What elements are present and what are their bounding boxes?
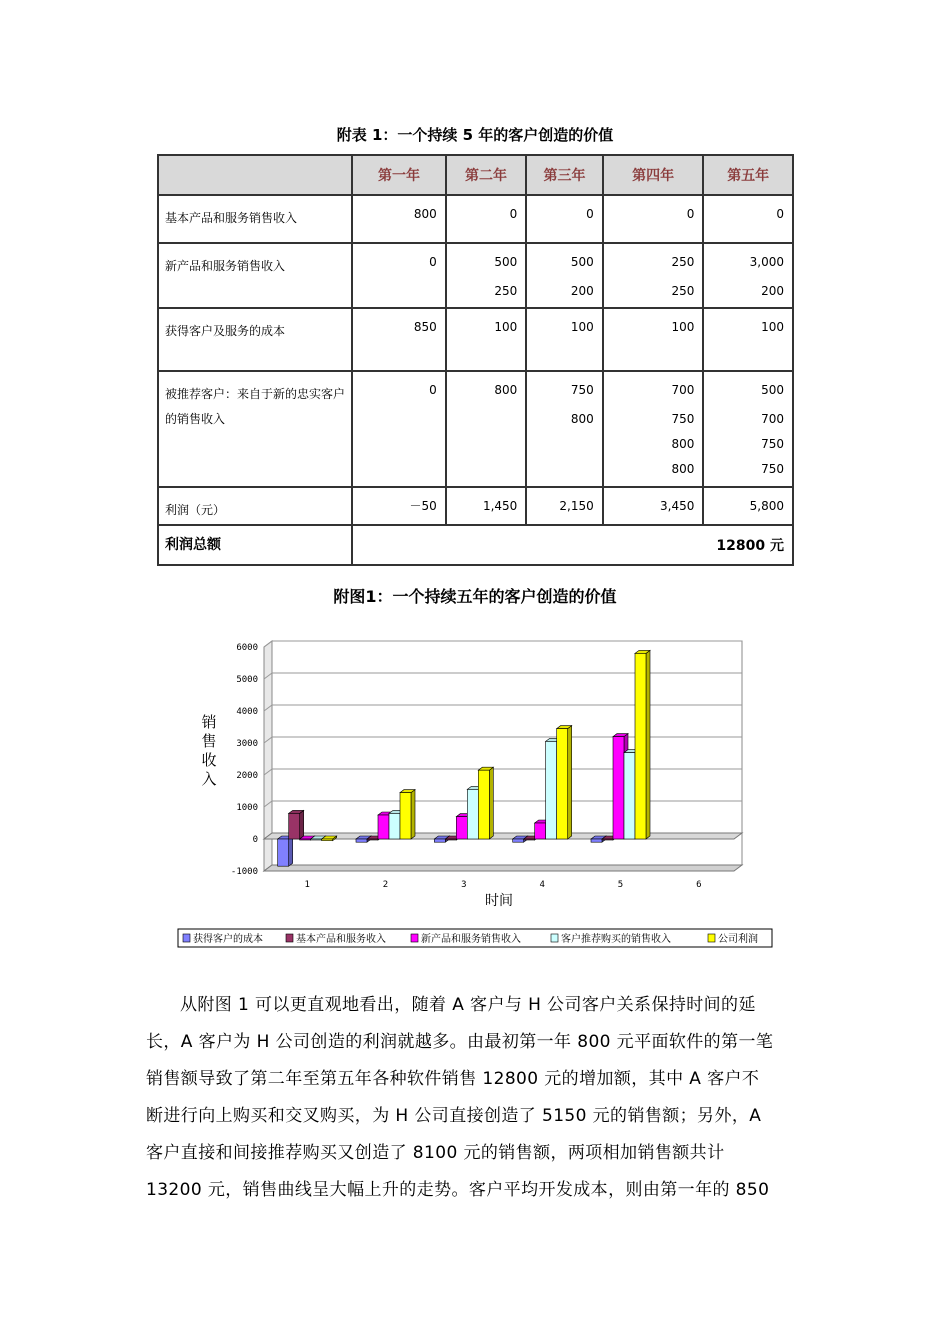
bar <box>513 839 524 842</box>
bar-side <box>646 650 650 839</box>
y-axis-label-char: 入 <box>201 770 217 788</box>
cell-value: 500 <box>570 255 594 269</box>
legend-swatch <box>183 934 190 942</box>
bar <box>367 839 378 840</box>
legend-swatch <box>411 934 418 942</box>
bar <box>311 839 322 840</box>
y-tick-label: 5000 <box>236 675 258 685</box>
paragraph-line: 13200 元，销售曲线呈大幅上升的走势。客户平均开发成本，则由第一年的 850 <box>146 1180 770 1200</box>
bar <box>356 839 367 842</box>
cell-value: 200 <box>570 284 594 298</box>
bar <box>434 839 445 842</box>
bar-side <box>289 836 293 866</box>
y-tick-label: 3000 <box>236 739 258 749</box>
cell-value: 2,150 <box>559 499 594 513</box>
cell-value: 100 <box>570 320 594 334</box>
cell-value: 800 <box>671 462 695 476</box>
legend-label: 基本产品和服务收入 <box>296 934 386 945</box>
cell-value: 800 <box>570 412 594 426</box>
cell-value: 100 <box>761 320 784 334</box>
bar <box>478 770 489 839</box>
cell-value: 0 <box>686 207 695 221</box>
bar-side <box>568 726 572 839</box>
cell-value: 250 <box>671 255 695 269</box>
cell-value: 3,000 <box>749 255 784 269</box>
paragraph-line: 客户直接和间接推荐购买又创造了 8100 元的销售额，两项相加销售额共计 <box>146 1143 725 1163</box>
bar <box>613 737 624 839</box>
y-tick-label: -1000 <box>230 867 258 877</box>
paragraph-line: 销售额导致了第二年至第五年各种软件销售 12800 元的增加额，其中 A 客户不 <box>146 1069 760 1089</box>
paragraph-line: 从附图 1 可以更直观地看出，随着 A 客户与 H 公司客户关系保持时间的延 <box>180 995 756 1015</box>
x-axis-label: 时间 <box>485 893 513 909</box>
bar <box>378 815 389 839</box>
cell-value: 5,800 <box>749 499 784 513</box>
header-year-2: 第二年 <box>446 155 527 195</box>
cell-value: 850 <box>413 320 437 334</box>
bar <box>456 817 467 839</box>
paragraph-line: 断进行向上购买和交叉购买，为 H 公司直接创造了 5150 元的销售额；另外，A <box>146 1106 762 1126</box>
cell-value: 750 <box>761 462 784 476</box>
y-tick-label: 4000 <box>236 707 258 717</box>
cell-value: 0 <box>509 207 518 221</box>
x-tick-label: 6 <box>696 880 702 890</box>
header-year-4: 第四年 <box>603 155 704 195</box>
header-year-3: 第三年 <box>526 155 602 195</box>
bar <box>602 839 613 840</box>
y-tick-label: 1000 <box>236 803 258 813</box>
total-label: 利润总额 <box>158 525 352 565</box>
row-label: 基本产品和服务销售收入 <box>158 195 352 243</box>
bar <box>400 793 411 839</box>
cell-value: 0 <box>429 383 437 397</box>
row-label: 获得客户及服务的成本 <box>158 308 352 371</box>
bar <box>445 839 456 840</box>
legend-label: 新产品和服务销售收入 <box>421 934 521 945</box>
cell-value: 700 <box>671 383 695 397</box>
legend-swatch <box>551 934 558 942</box>
bar <box>546 741 557 839</box>
y-tick-label: 0 <box>252 835 258 845</box>
legend-swatch <box>708 934 715 942</box>
bar <box>322 839 333 841</box>
y-axis-label-char: 收 <box>201 751 217 769</box>
cell-value: 250 <box>494 284 518 298</box>
cell-value: 200 <box>761 284 784 298</box>
bar <box>467 789 478 839</box>
x-tick-label: 3 <box>461 880 467 890</box>
figure-caption: 附图1：一个持续五年的客户创造的价值 <box>333 587 617 606</box>
bar <box>278 839 289 866</box>
legend-swatch <box>286 934 293 942</box>
cell-value: 3,450 <box>660 499 695 513</box>
y-axis-label-char: 售 <box>201 732 217 750</box>
row-label: 新产品和服务销售收入 <box>158 243 352 308</box>
bar <box>389 813 400 839</box>
x-tick-label: 5 <box>617 880 624 890</box>
cell-value: 800 <box>671 437 695 451</box>
cell-value: －50 <box>409 499 437 513</box>
legend-label: 获得客户的成本 <box>193 934 263 945</box>
row-label: 利润（元） <box>158 487 352 525</box>
total-value: 12800 元 <box>352 525 793 565</box>
legend-label: 公司利润 <box>718 934 758 945</box>
bar-side <box>489 767 493 839</box>
header-year-5: 第五年 <box>703 155 793 195</box>
cell-value: 500 <box>761 383 784 397</box>
bar-side <box>300 810 304 839</box>
cell-value: 750 <box>761 437 784 451</box>
cell-value: 800 <box>413 207 437 221</box>
cell-value: 0 <box>429 255 437 269</box>
plot-area <box>272 641 742 865</box>
cell-value: 800 <box>494 383 518 397</box>
bar <box>557 729 568 839</box>
x-tick-label: 2 <box>382 880 389 890</box>
cell-value: 1,450 <box>482 499 518 513</box>
y-axis-label-char: 销 <box>201 713 217 731</box>
row-label: 被推荐客户：来自于新的忠实客户的销售收入 <box>158 371 352 487</box>
cell-value: 700 <box>761 412 784 426</box>
bar-side <box>411 790 415 839</box>
cell-value: 100 <box>671 320 695 334</box>
header-year-1: 第一年 <box>352 155 446 195</box>
cell-value: 250 <box>671 284 695 298</box>
table-caption: 附表 1：一个持续 5 年的客户创造的价值 <box>336 126 614 144</box>
bar <box>624 753 635 839</box>
bar <box>591 839 602 842</box>
bar <box>524 839 535 840</box>
cell-value: 0 <box>586 207 594 221</box>
bar <box>535 823 546 839</box>
cell-value: 0 <box>776 207 784 221</box>
y-tick-label: 6000 <box>236 643 258 653</box>
legend-label: 客户推荐购买的销售收入 <box>561 934 671 945</box>
bar <box>635 653 646 839</box>
y-tick-label: 2000 <box>236 771 258 781</box>
chart-floor <box>264 865 742 871</box>
bar <box>300 839 311 840</box>
paragraph-line: 长，A 客户为 H 公司创造的利润就越多。由最初第一年 800 元平面软件的第一笔 <box>146 1032 774 1052</box>
cell-value: 750 <box>570 383 594 397</box>
cell-value: 100 <box>494 320 518 334</box>
cell-value: 500 <box>494 255 518 269</box>
bar <box>289 813 300 839</box>
cell-value: 750 <box>671 412 695 426</box>
x-tick-label: 4 <box>539 880 545 890</box>
x-tick-label: 1 <box>304 880 310 890</box>
